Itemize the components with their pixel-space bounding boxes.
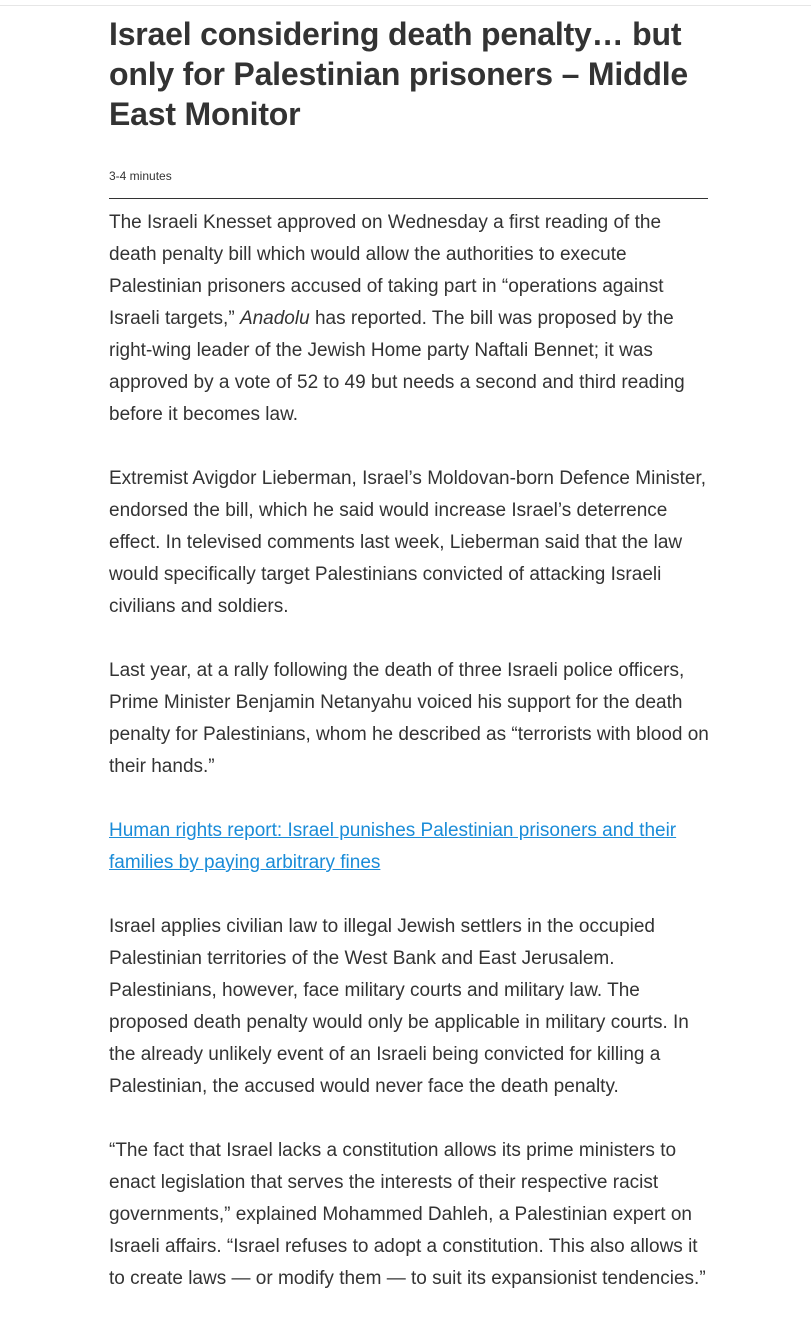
related-link-paragraph [109, 815, 709, 879]
article [109, 14, 709, 1327]
article-title: Israel considering death penalty… but only for Palestinian prisoners – Middle East Monitor [109, 16, 688, 132]
paragraph-4: Israel applies civilian law to illegal Jewish settlers in the occupied Palestinian territories of the West Bank and East Jerusalem. Palestinians, however, face military courts and military law. The proposed death penalty would only be applicable in military courts. In the already unlikely event of an Israeli being convicted for killing a Palestinian, the accused would never face the death penalty. [109, 916, 689, 1097]
paragraph-5: “The fact that Israel lacks a constitution allows its prime ministers to enact legislation that serves the interests of their respective racist governments,” explained Mohammed Dahleh, a Palestinian expert on Israeli affairs. “Israel refuses to adopt a constitution. This also allows it to create laws — or modify them — to suit its expansionist tendencies.” [109, 1140, 706, 1289]
paragraph-1-text-start: The Israeli Knesset approved on Wednesday a first reading of the death penalty bill which would allow the authorities to execute Palestinian prisoners accused of taking part in “operations against Israeli targets,” [109, 212, 664, 329]
reading-time: 3-4 minutes [109, 169, 172, 183]
paragraph-1 [109, 207, 709, 431]
source-name: Anadolu [239, 308, 310, 329]
header-divider [109, 198, 708, 199]
paragraph-2: Extremist Avigdor Lieberman, Israel’s Moldovan-born Defence Minister, endorsed the bill, which he said would increase Israel’s deterrence effect. In televised comments last week, Lieberman said that the law would specifically target Palestinians convicted of attacking Israeli civilians and soldiers. [109, 468, 707, 617]
article-body [109, 207, 709, 1295]
top-edge-rule [0, 0, 811, 6]
paragraph-1-text-end: has reported. The bill was proposed by the right-wing leader of the Jewish Home party Naftali Bennet; it was approved by a vote of 52 to 49 but needs a second and third reading before it becomes law. [109, 308, 685, 425]
related-article-link[interactable]: Human rights report: Israel punishes Palestinian prisoners and their families by paying arbitrary fines [109, 820, 677, 873]
paragraph-3: Last year, at a rally following the death of three Israeli police officers, Prime Minister Benjamin Netanyahu voiced his support for the death penalty for Palestinians, whom he described as “terrorists with blood on their hands.” [109, 660, 709, 777]
